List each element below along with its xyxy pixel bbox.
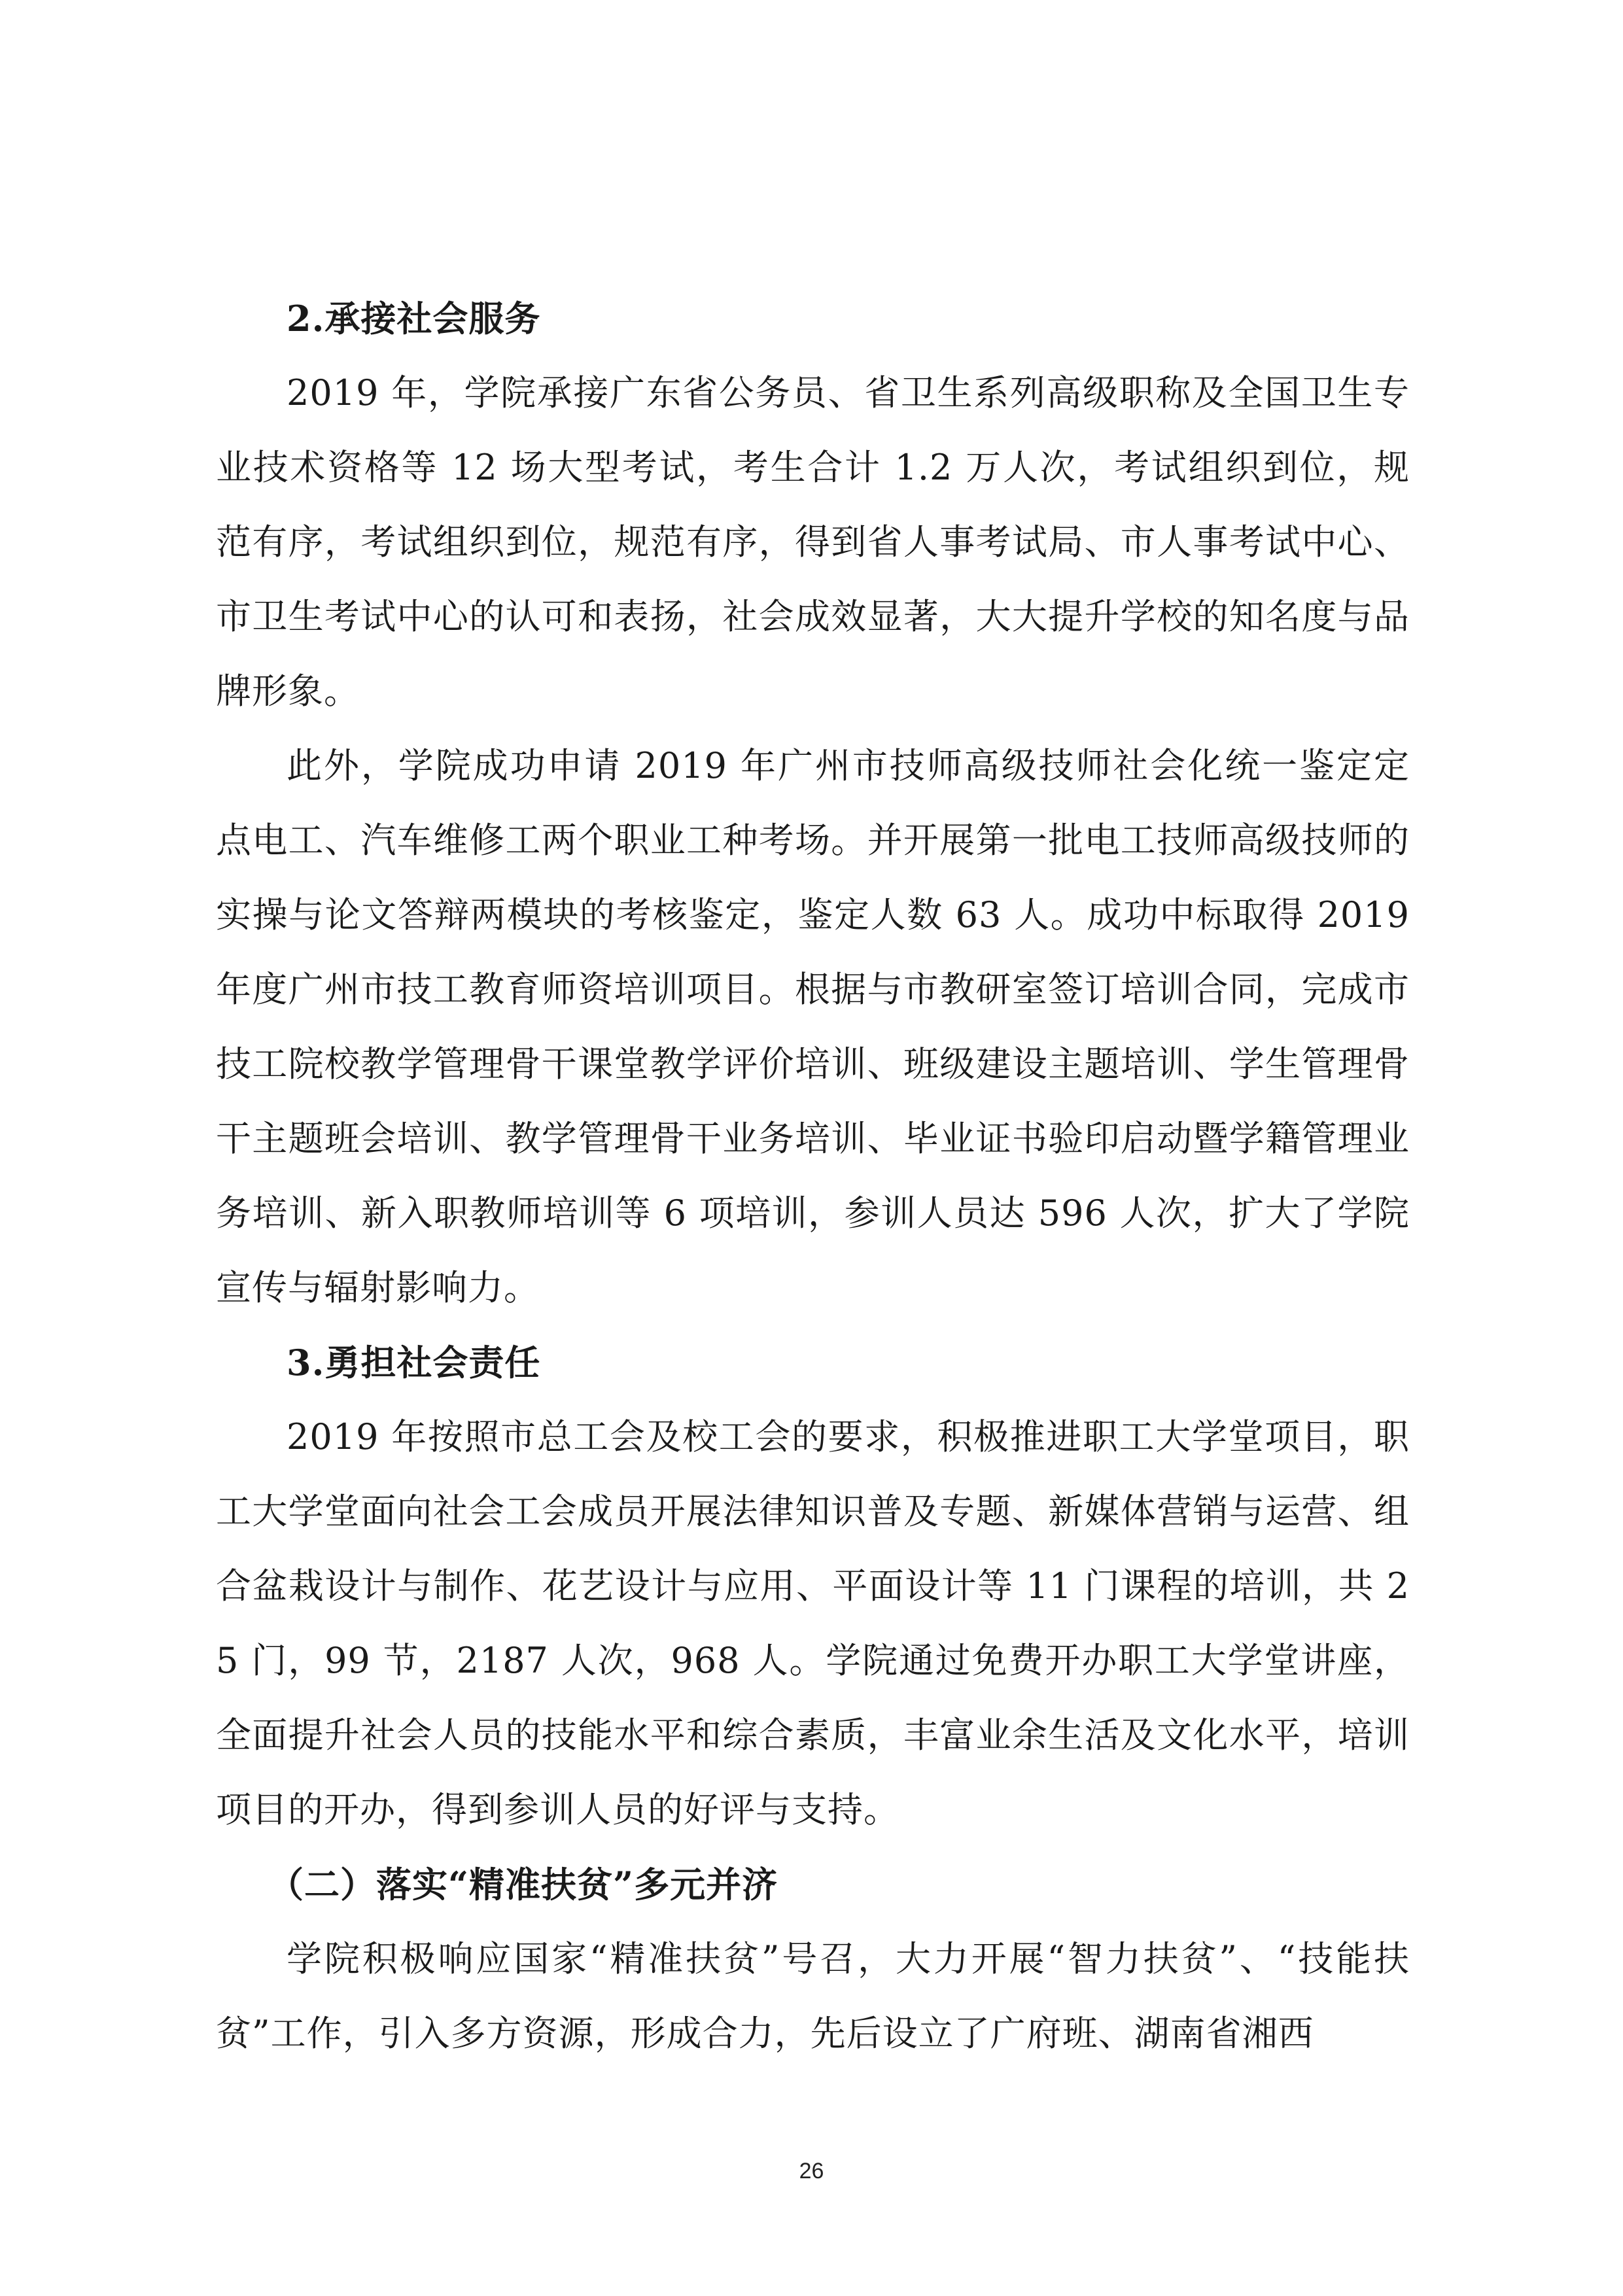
section-heading-poverty-alleviation: （二）落实“精准扶贫”多元并济	[268, 1864, 778, 1905]
paragraph-workers-college: 2019 年按照市总工会及校工会的要求，积极推进职工大学堂项目，职工大学堂面向社会工会成员开展法律知识普及专题、新媒体营销与运营、组合盆栽设计与制作、花艺设计与应用、平面设计等 11 门课程的培训，共 25 门，99 节，2187 人次，968 人。学院通过免费开办职工大学堂讲座，全面提升社会人员的技能水平和综合素质，丰富业余生活及文化水平，培训项目的开办，得到参训人员的好评与支持。	[216, 1416, 1410, 1830]
page-body	[216, 281, 1410, 2071]
paragraph-exams: 2019 年，学院承接广东省公务员、省卫生系列高级职称及全国卫生专业技术资格等 12 场大型考试，考生合计 1.2 万人次，考试组织到位，规范有序，考试组织到位，规范有序，得到省人事考试局、市人事考试中心、市卫生考试中心的认可和表扬，社会成效显著，大大提升学校的知名度与品牌形象。	[216, 372, 1410, 712]
paragraph-appraisal-training: 此外，学院成功申请 2019 年广州市技师高级技师社会化统一鉴定定点电工、汽车维修工两个职业工种考场。并开展第一批电工技师高级技师的实操与论文答辩两模块的考核鉴定，鉴定人数 63 人。成功中标取得 2019 年度广州市技工教育师资培训项目。根据与市教研室签订培训合同，完成市技工院校教学管理骨干课堂教学评价培训、班级建设主题培训、学生管理骨干主题班会培训、教学管理骨干业务培训、毕业证书验印启动暨学籍管理业务培训、新入职教师培训等 6 项培训，参训人员达 596 人次，扩大了学院宣传与辐射影响力。	[216, 745, 1410, 1308]
page-number: 26	[799, 2159, 824, 2183]
subsection-heading-social-service: 2.承接社会服务	[287, 298, 541, 339]
subsection-heading-social-responsibility: 3.勇担社会责任	[287, 1342, 541, 1383]
paragraph-poverty-alleviation: 学院积极响应国家“精准扶贫”号召，大力开展“智力扶贫”、“技能扶贫”工作，引入多方资源，形成合力，先后设立了广府班、湖南省湘西	[216, 1938, 1410, 2054]
